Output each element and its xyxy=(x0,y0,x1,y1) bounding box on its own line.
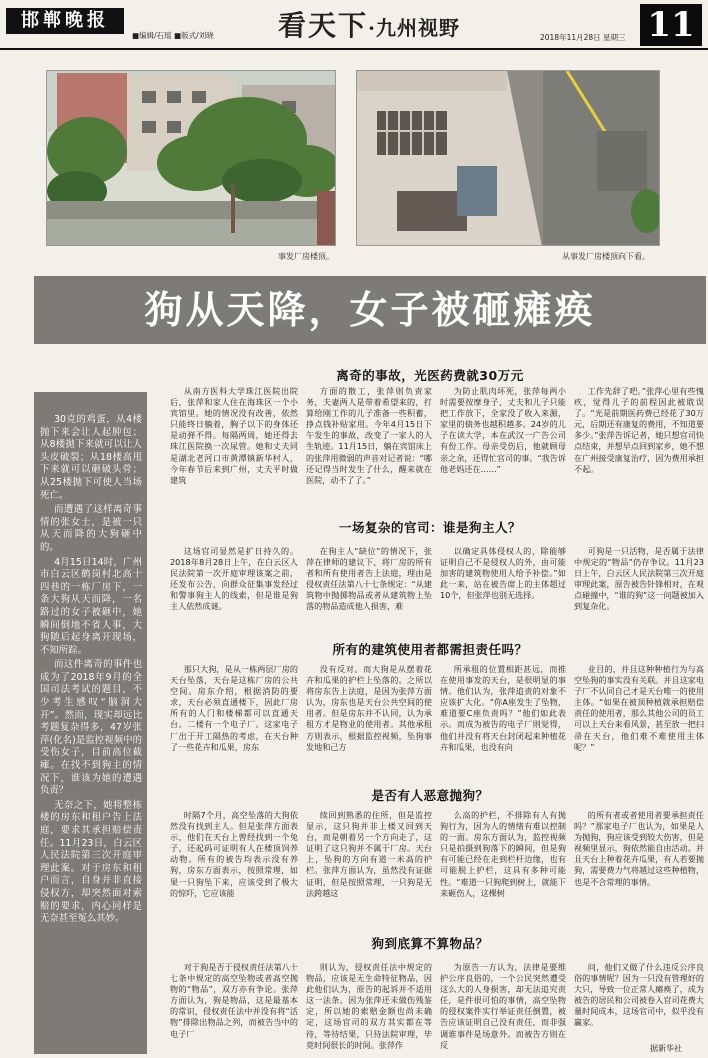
photo-view-down xyxy=(356,70,660,246)
article-column xyxy=(306,664,432,776)
section-title-main: 看天下 xyxy=(278,9,369,42)
column-text: 工作先辞了吧。”张萍心里有些愧疚，觉得儿子的前程因此被耽误了。“光是前期医药费已经花了30万元，后期还有康复的费用，不知道要多少。”张萍告诉记者，她只想官司快点结束，并想早点回到家乡，她不想在广州接受康复治疗，因为费用承担不起。 xyxy=(574,386,704,474)
left-photo-caption: 事发厂房楼顶。 xyxy=(278,252,334,261)
article-column xyxy=(170,386,298,508)
column-text: 对于狗是否于侵权责任法第八十七条中规定的高空坠物或者高空抛物的“物品”，双方亦有争论。张萍方面认为，狗是物品，这是最基本的常识，侵权责任法中并没有将“活物”排除出物品之列，而被告当中的电子厂 xyxy=(170,962,298,1039)
article-column xyxy=(306,546,432,622)
article-column xyxy=(306,962,432,1052)
column-text: 这场官司显然是扩日持久的。2018年8月28日上午，在白云区人民法院第一次开庭审理该案之前，还发布公告，向群众征集事发经过和警事狗主人的线索，但是谁是狗主人依然成谜。 xyxy=(170,546,298,612)
article-column xyxy=(440,546,566,622)
column-text: 么高的护栏，不排除有人有抛狗行为，因为人的情绪有难以控制的一面。房东方面认为，监控视频只是拍摄到狗落下的瞬间，但是狗有可能已经在走到栏杆边缘，也有可能脱上护栏，这具有多种可能性。“难道一只狗爬到树上，就能下来砸伤人，这棵树 xyxy=(440,810,566,898)
editor-credits: ■编辑/石瑶 ■版式/刘晓 xyxy=(132,31,214,40)
column-text: 则认为，侵权责任法中规定的物品，应该是无生命特征物品，因此他们认为，原告的起诉并不适用这一法条。因为张萍还未做伤残鉴定，所以她的索赔金额也尚未确定，这场官司的双方其实都在等待，等待结果，只待法院审理，毕竟时间很长的时间。张萍作 xyxy=(306,962,432,1050)
section-heading: 是否有人恶意抛狗？ xyxy=(371,788,489,803)
section-heading: 离奇的事故，光医药费就30万元 xyxy=(336,368,524,383)
column-text: 续回到熟悉的住所，但是监控显示，这只狗并非上楼又回到天台，而是朝着另一个方向走了，这证明了这只狗并不属于厂房。天台上，坠狗的方向有道一米高的护栏。张萍方面认为，虽然没有证据证明，但是按照常理，一只狗是无法跨越这 xyxy=(306,810,432,898)
column-text: 在狗主人“缺位”的情况下，张萍在律师的建议下，将厂房的所有者和所有使用者告上法庭，理由是侵权责任法第八十七条规定：“从建筑物中抛掷物品或者从建筑物上坠落的物品造成他人损害，难 xyxy=(306,546,432,612)
column-text: 所承租的位置相距甚远，而推在使用事发的天台，是很明显的事情。他们认为，张萍追责的对象不应该扩大化。“你A座发生了坠物，难道要C座负责吗？”他们如此表示。而成为被告的电子厂则觉得，他们并没有将天台封闭起来种植花卉和瓜果，也没有向 xyxy=(440,664,566,752)
rooftop-photo-image xyxy=(47,71,336,246)
sidebar-paragraph: 无奈之下，她将整栋楼的房东和租户告上法庭，要求其承担赔偿责任。11月23日，白云区人民法院第三次开庭审理此案。对于房东和租户而言，自身并非直接侵权方，却突然面对索赔的要求，内心同样是无奈甚至冤么其妙。 xyxy=(40,799,142,925)
column-text: 的所有者或者使用者要承担责任吗？”那家电子厂也认为，如果是人为抛狗，狗应该受到较大伤害，但是视频里显示，狗依然能自由活动。并且天台上种着花卉瓜果，有人若要抛狗，需要费力气将越过这些种植物，也是不合常理的事情。 xyxy=(574,810,704,887)
page-header xyxy=(0,0,708,50)
article-column xyxy=(574,664,704,776)
newspaper-masthead: 邯郸晚报 xyxy=(6,8,124,34)
article-column xyxy=(440,962,566,1052)
section-heading: 一场复杂的官司：谁是狗主人？ xyxy=(338,520,521,535)
article-column xyxy=(574,962,704,1040)
article-column xyxy=(170,546,298,622)
article-column xyxy=(306,386,432,508)
main-headline: 狗从天降，女子被砸瘫痪 xyxy=(34,276,706,344)
article-column xyxy=(170,664,298,776)
section-heading: 所有的建筑使用者都需担责任吗？ xyxy=(332,642,528,657)
sidebar-paragraph: 而遭遇了这样离奇事情的张女士，是被一只从天而降的大狗砸中的。 xyxy=(40,504,142,553)
article-column xyxy=(170,962,298,1052)
column-text: 业目的，并且这种种植行为与高空坠狗的事实没有关联。并且这家电子厂不认同自己才是天台唯一的使用主体。“如果在被顶种植就承担赔偿责任的使用者，那么其他公司的员工可以上天台来看风景，甚至放一把扫帚在天台，他们难不难使用主体呢？” xyxy=(574,664,704,752)
column-text: 时隔7个月，高空坠落的大狗依然没有找到主人。但是张萍方面表示，他们在天台上曾经找到一个兔子，还起码可证明有人在楼顶饲养动物。所有的被告均表示没有养狗，房东方面表示，按照常理，如果一只狗坠下来，应该受到了极大的惊吓，它应该能 xyxy=(170,810,298,898)
sidebar-lead xyxy=(34,392,147,1054)
article-column xyxy=(440,386,566,508)
column-text: 从南方医科大学珠江医院出院后，张萍和家人住在海珠区一个小宾馆里。她的情况没有改善，依然只能终日躺着，胸子以下的身体还是动弹不得。每隔两周，她还得去珠江医院换一次尿管。她和丈夫同是湖北老河口市黄潭镇新华村人，今年春节后来到广州，丈夫平时做建筑 xyxy=(170,386,298,485)
column-text: 为原告一方认为，法律是要维护公序良俗的，一个公民突然遭受这么大的人身损害，却无法追究责任，是件很可怕的事情，高空坠物的侵权案件实行举证责任倒置，被告应该证明自己没有责任，而非强调谁事件是场意外。而被告方则在反 xyxy=(440,962,566,1050)
issue-date: 2018年11月28日 星期三 xyxy=(540,33,626,42)
byline: 据新华社 xyxy=(650,1044,682,1053)
sidebar-paragraph: 30克的鸡蛋，从4楼抛下来会让人起肿包；从8楼抛下来就可以让人头皮破裂；从18楼高甩下来就可以砸破头骨；从25楼抛下可使人当场死亡。 xyxy=(40,414,142,501)
article-column xyxy=(306,810,432,920)
article-column xyxy=(574,810,704,920)
section-heading: 狗到底算不算物品？ xyxy=(371,936,489,951)
page-number: 11 xyxy=(640,4,702,46)
sidebar-paragraph: 而这件离奇的事件也成为了2018年9月的全国司法考试的题目，不少考生感叹“脑洞大开”。然而，现实却远比考题复杂得多，47岁张萍(化名)是监控视频中的受伤女子，目前高位截瘫。在找不到狗主的情况下，谁该为她的遭遇负责？ xyxy=(40,659,142,797)
column-text: 没有反对。而大狗是从摆着花卉和瓜果的护栏上坠落的。之所以将房东告上法庭，是因为张萍方面认为，房东也是天台公共空间的使用者。但是房东并不认同，认为承租方才是物业的使用者。其他承租方则表示，根据监控视频，坠狗事发地和己方 xyxy=(306,664,432,752)
article-column xyxy=(574,546,704,622)
column-text: 以确定具体侵权人的，除能够证明自己不是侵权人的外，由可能加害的建筑物使用人给予补偿。”如此一来，站在被告席上的主体超过10个，但张萍也别无选择。 xyxy=(440,546,566,601)
column-text: 可狗是一只活物，是否属于法律中规定的“物品”仍存争议。11月23日上午，白云区人民法院第三次开庭审理此案，原告被告针锋相对，在观点碰撞中，“谁的狗”这一问题被加入到复杂化。 xyxy=(574,546,704,612)
right-photo-caption: 从事发厂房楼顶向下看。 xyxy=(562,252,650,261)
column-text: 方面的散工，张萍则负责家务，夫妻两人是带着希望来的，打算给刚工作的儿子准备一些积蓄，挣点钱补贴家用。今年4月15日下午发生的事故，改变了一家人的人生轨迹。11月15日，躺在宾馆床上的张萍用微弱的声音对记者说：“哪还记得当时发生了什么，醒来就在医院，动不了了。” xyxy=(306,386,432,485)
sidebar-paragraph: 4月15日14时，广州市白云区鹤岗村北高十四巷的一栋厂房下，一条大狗从天而降，一名路过的女子被砸中，她瞬间倒地不省人事，大狗随后起身离开现场，不知所踪。 xyxy=(40,556,142,656)
column-text: 问，他们又做了什么违反公序良俗的事情呢？因为一只没有管理好的大只，导致一位正常人瘫痪了，成为被告的居民和公司被卷入官司花费大量时间成本，这场官司中，似乎没有赢家。 xyxy=(574,962,704,1028)
section-title xyxy=(278,4,460,44)
column-text: 那只大狗，是从一栋两层厂房的天台坠落，天台是这栋厂房的公共空间。房东介绍，根据消防的要求，天台必须直通楼下，因此厂房所有的人门和楼梯都可以直通天台。二楼有一个电子厂。这家电子厂出于开工隔热的考虑，在天台种了一些花卉和瓜果，房东 xyxy=(170,664,298,752)
article-column xyxy=(574,386,704,508)
article-column xyxy=(170,810,298,920)
article-column xyxy=(440,664,566,776)
view-down-photo-image xyxy=(357,71,660,246)
column-text: 为防止肌肉坏死，张萍每两小时需要按摩身子，丈夫和儿子只能把工作放下，全家没了收入来源，家里的债务也越积越多。24岁的儿子在读大学，本在武汉一广告公司有份工作。母亲受伤后，他就顾母亲之余，还得忙官司的事。“我告诉他老妈还在……” xyxy=(440,386,566,474)
photo-rooftop xyxy=(46,70,336,246)
article-column xyxy=(440,810,566,920)
section-title-sub: ·九州视野 xyxy=(368,16,460,40)
